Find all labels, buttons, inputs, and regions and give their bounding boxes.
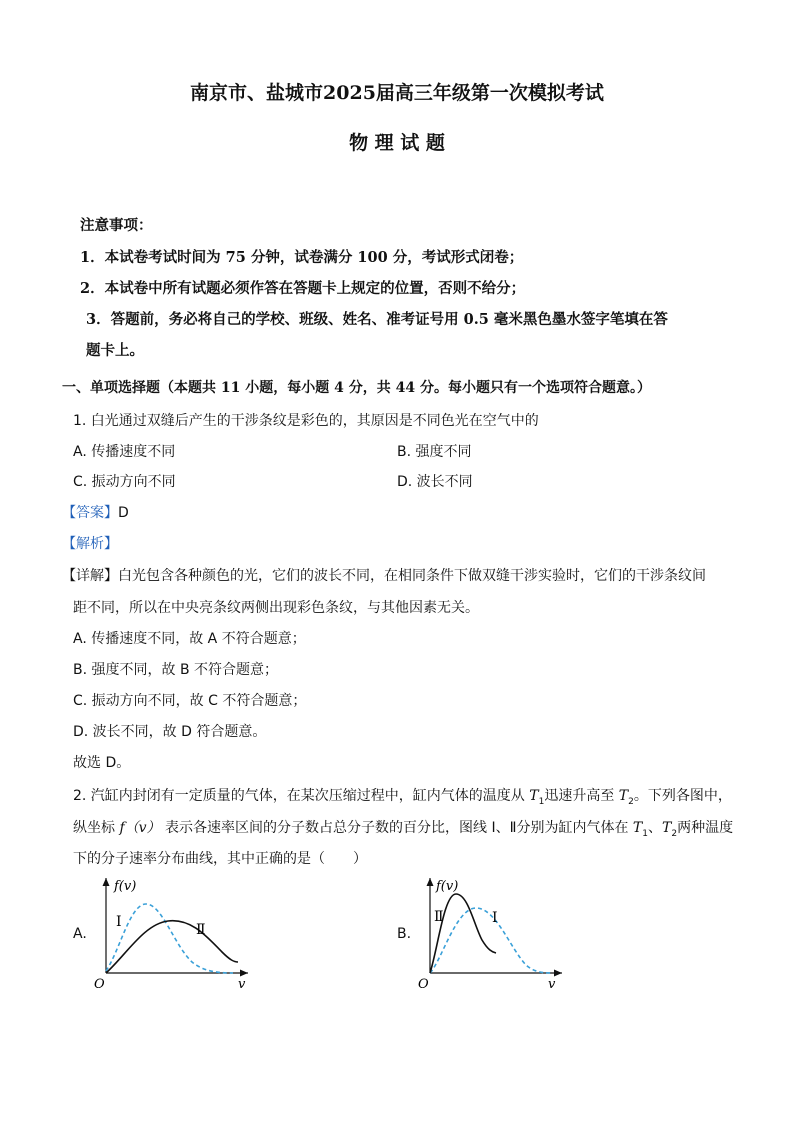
q1-detail-line2: 距不同，所以在中央亮条纹两侧出现彩色条纹，与其他因素无关。 <box>73 600 479 616</box>
x-axis-label: v <box>548 977 556 992</box>
answer-tag: 【答案】 <box>62 505 118 521</box>
q2-text: 纵坐标 <box>73 820 120 836</box>
q1-explain-d: D. 波长不同，故 D 符合题意。 <box>73 724 267 740</box>
answer-value: D <box>118 505 129 521</box>
x-axis-arrow <box>240 970 248 977</box>
section-heading: 一、单项选择题（本题共 11 小题，每小题 4 分，共 44 分。每小题只有一个选项符合题意。） <box>62 380 651 396</box>
detail-text: 白光包含各种颜色的光，它们的波长不同，在相同条件下做双缝干涉实验时，它们的干涉条纹间 <box>118 568 706 584</box>
q1-stem: 1. 白光通过双缝后产生的干涉条纹是彩色的，其原因是不同色光在空气中的 <box>73 413 539 429</box>
curve-ii-solid <box>106 921 238 973</box>
y-axis-label: f(v) <box>436 879 459 894</box>
subject-title: 物 理 试 题 <box>349 132 445 154</box>
q2-stem-line2 <box>73 817 733 839</box>
t2-subscript: 2 <box>671 828 678 839</box>
curve-i-label: Ⅰ <box>116 914 122 930</box>
notice-item-3: 3．答题前，务必将自己的学校、班级、姓名、准考证号用 0.5 毫米黑色墨水签字笔填在答 <box>86 311 668 328</box>
q1-answer <box>62 502 129 522</box>
y-axis-arrow <box>103 878 110 886</box>
analysis-tag: 【解析】 <box>62 536 118 552</box>
fv-symbol: f（v） <box>119 820 161 836</box>
origin-label: O <box>418 977 429 992</box>
x-axis-label: v <box>238 977 246 992</box>
t1-subscript: 1 <box>642 828 648 839</box>
origin-label: O <box>94 977 105 992</box>
q1-explain-b: B. 强度不同，故 B 不符合题意； <box>73 662 279 678</box>
notice-item-2: 2．本试卷中所有试题必须作答在答题卡上规定的位置，否则不给分； <box>80 280 526 297</box>
curve-i-dashed <box>430 908 552 973</box>
curve-ii-label: Ⅱ <box>196 922 206 938</box>
graph-a <box>88 870 258 995</box>
q1-conclusion: 故选 D。 <box>73 755 131 771</box>
graph-b <box>412 870 572 995</box>
t1-subscript: 1 <box>538 796 545 807</box>
curve-i-label: Ⅰ <box>492 910 498 926</box>
curve-i-dashed <box>106 904 233 973</box>
q1-option-c: C. 振动方向不同 <box>73 474 176 490</box>
curve-ii-solid <box>430 894 496 973</box>
q1-option-b: B. 强度不同 <box>397 444 472 460</box>
detail-tag: 【详解】 <box>62 568 118 584</box>
q1-detail-line1 <box>62 565 706 585</box>
t1-symbol: T <box>632 820 643 836</box>
y-axis-label: f(v) <box>114 879 137 894</box>
exam-title: 南京市、盐城市2025届高三年级第一次模拟考试 <box>190 82 604 104</box>
curve-ii-label: Ⅱ <box>434 909 444 925</box>
y-axis-arrow <box>427 878 434 886</box>
graph-a-label: A. <box>73 926 87 942</box>
q2-stem-line3: 下的分子速率分布曲线，其中正确的是（ ） <box>73 851 367 867</box>
t2-symbol: T <box>618 788 629 804</box>
q2-text: 2. 汽缸内封闭有一定质量的气体，在某次压缩过程中，缸内气体的温度从 <box>73 788 530 804</box>
q1-explain-c: C. 振动方向不同，故 C 不符合题意； <box>73 693 307 709</box>
q2-text: 表示各速率区间的分子数占总分子数的百分比，图线 Ⅰ、Ⅱ分别为缸内气体在 <box>160 820 633 836</box>
q2-stem-line1 <box>73 785 732 807</box>
q1-explain-a: A. 传播速度不同，故 A 不符合题意； <box>73 631 306 647</box>
q2-text: 两种温度 <box>677 820 734 836</box>
q1-option-a: A. 传播速度不同 <box>73 444 176 460</box>
x-axis-arrow <box>554 970 562 977</box>
notice-item-1: 1．本试卷考试时间为 75 分钟，试卷满分 100 分，考试形式闭卷； <box>80 249 524 266</box>
t1-symbol: T <box>529 788 539 804</box>
graph-b-label: B. <box>397 926 412 942</box>
q2-text: 。下列各图中， <box>633 788 732 804</box>
notice-item-3-cont: 题卡上。 <box>86 342 144 359</box>
q2-text: 迅速升高至 <box>544 788 619 804</box>
t2-subscript: 2 <box>628 796 634 807</box>
notice-heading: 注意事项： <box>80 217 153 234</box>
t2-symbol: T <box>662 820 672 836</box>
separator: 、 <box>648 820 662 836</box>
q1-option-d: D. 波长不同 <box>397 474 473 490</box>
